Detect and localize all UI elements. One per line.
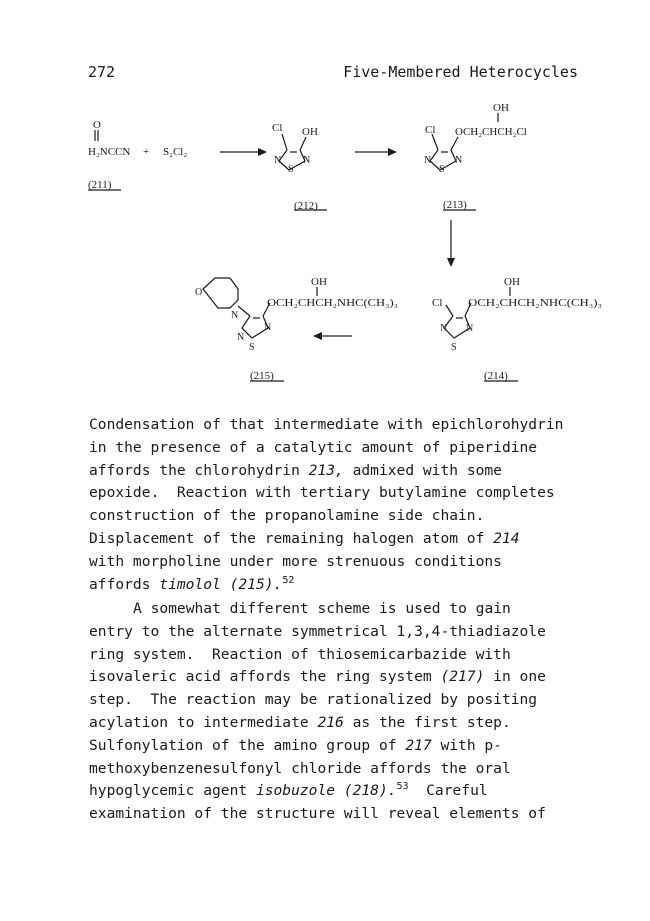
bond-212-oh xyxy=(300,137,306,150)
label-211-formula: H₂NCCN xyxy=(88,146,131,158)
label-215-oh: OH xyxy=(311,276,327,288)
text-line: Condensation of that intermediate with epichlorohydrin xyxy=(89,416,564,433)
footnote-ref: 52 xyxy=(282,574,295,586)
paragraph-1 xyxy=(89,414,599,596)
compound-ref: 216 xyxy=(317,713,344,731)
running-title: Five-Membered Heterocycles xyxy=(343,63,578,81)
label-213-n1: N xyxy=(424,155,432,166)
label-213-n2: N xyxy=(455,155,463,166)
label-212-s: S xyxy=(288,164,294,175)
label-211: (211) xyxy=(88,179,112,191)
label-214: (214) xyxy=(484,370,508,382)
label-213-s: S xyxy=(439,164,445,175)
drug-name: timolol (215). xyxy=(159,575,283,593)
label-plus: + xyxy=(143,146,150,158)
label-215: (215) xyxy=(250,370,274,382)
label-214-n2: N xyxy=(466,323,474,334)
text-line: step. The reaction may be rationalized by positing xyxy=(89,691,538,709)
label-212-cl: Cl xyxy=(272,122,283,134)
label-212-n2: N xyxy=(303,155,311,166)
compound-ref: (217) xyxy=(440,668,485,686)
bond-213-cl xyxy=(432,134,438,150)
text-line: epoxide. Reaction with tertiary butylamine completes xyxy=(89,484,555,502)
text-line: Sulfonylation of the amino group of 217 with p- xyxy=(89,736,502,754)
label-215-s: S xyxy=(249,342,255,353)
label-213-cl: Cl xyxy=(425,124,436,136)
bond-215-morpholine xyxy=(238,306,250,316)
label-213: (213) xyxy=(443,199,467,211)
label-215-n1: N xyxy=(237,332,245,343)
label-214-cl: Cl xyxy=(432,297,443,309)
label-s2cl2: S₂Cl₂ xyxy=(163,146,188,158)
compound-ref: 217 xyxy=(405,736,432,754)
text-line: examination of the structure will reveal elements of xyxy=(89,805,546,823)
label-morpholine-o: O xyxy=(195,287,203,298)
label-morpholine-n: N xyxy=(231,310,239,321)
text-line: Displacement of the remaining halogen atom of 214 xyxy=(89,529,520,547)
morpholine-ring xyxy=(203,278,238,308)
page-number: 272 xyxy=(88,63,116,81)
text-line: entry to the alternate symmetrical 1,3,4-thiadiazole xyxy=(89,622,546,640)
text-line: ring system. Reaction of thiosemicarbazide with xyxy=(89,645,511,663)
text-line: methoxybenzenesulfonyl chloride affords the oral xyxy=(89,759,511,777)
arrowhead-3 xyxy=(313,332,322,340)
arrowhead-down xyxy=(447,258,455,267)
text-line: hypoglycemic agent isobuzole (218).$^{53}$ Careful xyxy=(89,781,488,800)
text-line: affords timolol (215).$^{52}$ xyxy=(89,574,295,593)
label-214-oh: OH xyxy=(504,276,520,288)
reaction-scheme xyxy=(0,0,650,400)
compound-ref: 214 xyxy=(493,529,520,547)
label-214-side-chain: OCH₂CHCH₂NHC(CH₃)₃ xyxy=(468,297,603,309)
text-line: A somewhat different scheme is used to gain xyxy=(133,600,511,617)
label-214-n1: N xyxy=(440,323,448,334)
bond-213-o xyxy=(451,137,458,150)
label-213-oh: OH xyxy=(493,102,509,114)
text-line: isovaleric acid affords the ring system (217) in one xyxy=(89,668,546,686)
arrowhead-2 xyxy=(388,148,397,156)
label-215-side-chain: OCH₂CHCH₂NHC(CH₃)₃ xyxy=(267,297,399,309)
label-215-n2: N xyxy=(264,322,272,333)
text-line: in the presence of a catalytic amount of piperidine xyxy=(89,438,538,456)
arrowhead-1 xyxy=(258,148,267,156)
label-213-side-chain: OCH₂CHCH₂Cl xyxy=(455,126,527,138)
label-211-o: O xyxy=(93,119,101,131)
text-line: acylation to intermediate 216 as the first step. xyxy=(89,713,511,731)
label-214-s: S xyxy=(451,342,457,353)
label-212: (212) xyxy=(294,200,318,212)
bond-212-cl xyxy=(282,134,287,150)
paragraph-2 xyxy=(89,598,599,826)
label-212-n1: N xyxy=(274,155,282,166)
bond-214-cl xyxy=(446,305,453,316)
compound-ref: 213, xyxy=(308,461,344,479)
footnote-ref: 53 xyxy=(396,781,409,793)
text-line: construction of the propanolamine side chain. xyxy=(89,507,485,525)
text-line: affords the chlorohydrin 213, admixed with some xyxy=(89,461,502,479)
label-212-oh: OH xyxy=(302,126,318,138)
text-line: with morpholine under more strenuous conditions xyxy=(89,552,502,570)
drug-name: isobuzole (218). xyxy=(255,782,397,800)
